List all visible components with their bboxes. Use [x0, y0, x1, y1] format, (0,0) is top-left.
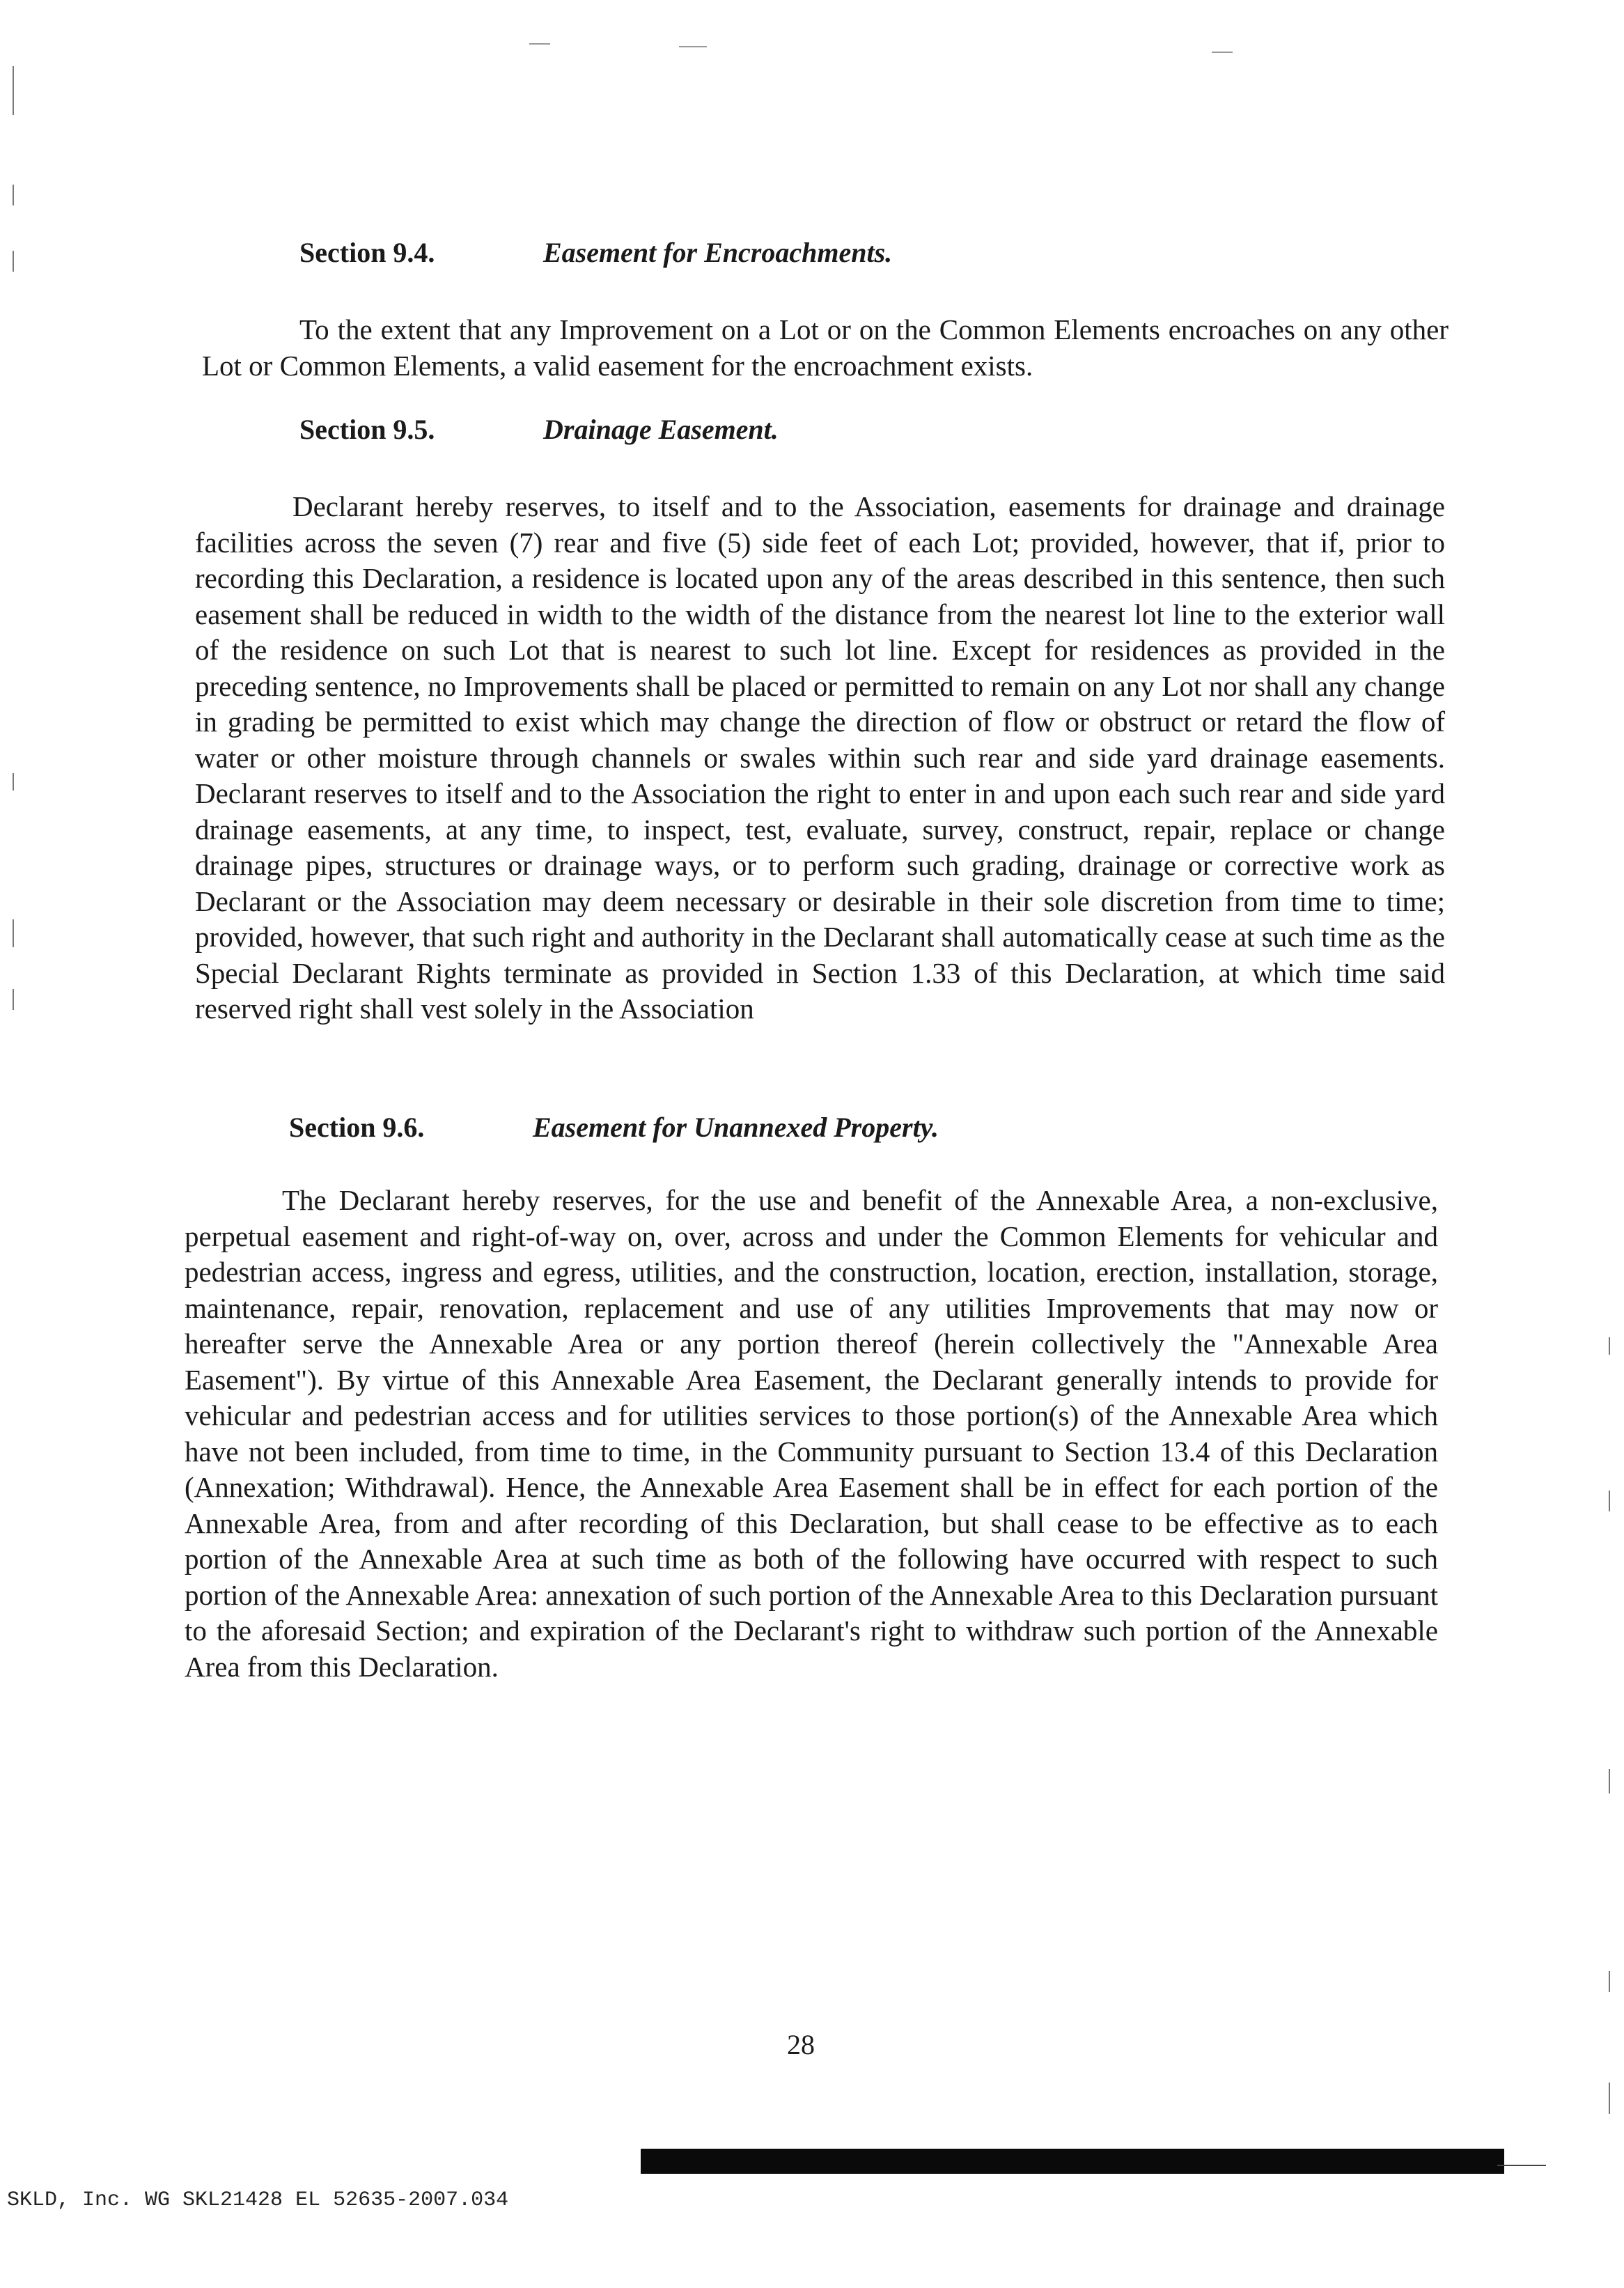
- section-9-4-body: [202, 312, 1449, 384]
- scan-edge-mark: [1609, 1971, 1610, 1992]
- scan-edge-mark: [1609, 2083, 1610, 2114]
- scan-edge-mark: [13, 251, 14, 272]
- scan-artifact-bar: [641, 2149, 1504, 2174]
- section-9-6-heading: [289, 1110, 939, 1145]
- page-number: 28: [787, 2029, 815, 2060]
- scan-speck: [529, 43, 550, 45]
- scan-speck: [1212, 52, 1233, 53]
- section-title: Drainage Easement.: [543, 414, 779, 445]
- scan-edge-mark: [13, 773, 14, 791]
- scan-edge-mark: [13, 919, 14, 947]
- section-9-4-heading: [299, 235, 892, 270]
- paragraph-text: To the extent that any Improvement on a Lot or on the Common Elements encroaches on any other Lot or Common Elements, a valid easement for the encroachment exists.: [202, 313, 1449, 382]
- section-title: Easement for Encroachments.: [543, 237, 893, 268]
- section-9-6-body: [185, 1183, 1438, 1685]
- document-footer-id: SKLD, Inc. WG SKL21428 EL 52635-2007.034: [7, 2188, 509, 2212]
- section-number: Section 9.6.: [289, 1112, 425, 1143]
- paragraph-text: Declarant hereby reserves, to itself and to the Association, easements for drainage and drainage facilities across the seven (7) rear and five (5) side feet of each Lot; provided, however, that if, prior to recording this Declaration, a residence is located upon any of the areas described in this sentence, then such easement shall be reduced in width to the width of the distance from the nearest lot line to the exterior wall of the residence on such Lot that is nearest to such lot line. Except for residences as provided in the preceding sentence, no Improvements shall be placed or permitted to remain on any Lot nor shall any change in grading be permitted to exist which may change the direction of flow or obstruct or retard the flow of water or other moisture through channels or swales within such rear and side yard drainage easements. Declarant reserves to itself and to the Association the right to enter in and upon each such rear and side yard drainage easements, at any time, to inspect, test, evaluate, survey, construct, repair, replace or change drainage pipes, structures or drainage ways, or to perform such grading, drainage or corrective work as Declarant or the Association may deem necessary or desirable in their sole discretion from time to time; provided, however, that such right and authority in the Declarant shall automatically cease at such time as the Special Declarant Rights terminate as provided in Section 1.33 of this Declaration, at which time said reserved right shall vest solely in the Association: [195, 490, 1445, 1025]
- scan-edge-mark: [13, 66, 14, 115]
- section-9-5-body: [195, 489, 1445, 1027]
- section-title: Easement for Unannexed Property.: [533, 1112, 939, 1143]
- scan-edge-mark: [13, 989, 14, 1010]
- section-9-5-heading: [299, 412, 779, 447]
- scan-edge-mark: [1609, 1337, 1610, 1355]
- scan-artifact-line: [1497, 2165, 1546, 2166]
- scan-edge-mark: [1609, 1491, 1610, 1511]
- paragraph-text: The Declarant hereby reserves, for the use and benefit of the Annexable Area, a non-exclusive, perpetual easement and right-of-way on, over, across and under the Common Elements for vehicular and pedestrian access, ingress and egress, utilities, and the construction, location, erection, installation, storage, maintenance, repair, renovation, replacement and use of any utilities Improvements that may now or hereafter serve the Annexable Area or any portion thereof (herein collectively the "Annexable Area Easement"). By virtue of this Annexable Area Easement, the Declarant generally intends to provide for vehicular and pedestrian access and for utilities services to those portion(s) of the Annexable Area which have not been included, from time to time, in the Community pursuant to Section 13.4 of this Declaration (Annexation; Withdrawal). Hence, the Annexable Area Easement shall be in effect for each portion of the Annexable Area, from and after recording of this Declaration, but shall cease to be effective as to each portion of the Annexable Area at such time as both of the following have occurred with respect to such portion of the Annexable Area: annexation of such portion of the Annexable Area to this Declaration pursuant to the aforesaid Section; and expiration of the Declarant's right to withdraw such portion of the Annexable Area from this Declaration.: [185, 1184, 1438, 1683]
- scan-edge-mark: [1609, 1769, 1610, 1793]
- scan-edge-mark: [13, 185, 14, 205]
- section-number: Section 9.5.: [299, 414, 435, 445]
- scan-speck: [679, 46, 707, 47]
- section-number: Section 9.4.: [299, 237, 435, 268]
